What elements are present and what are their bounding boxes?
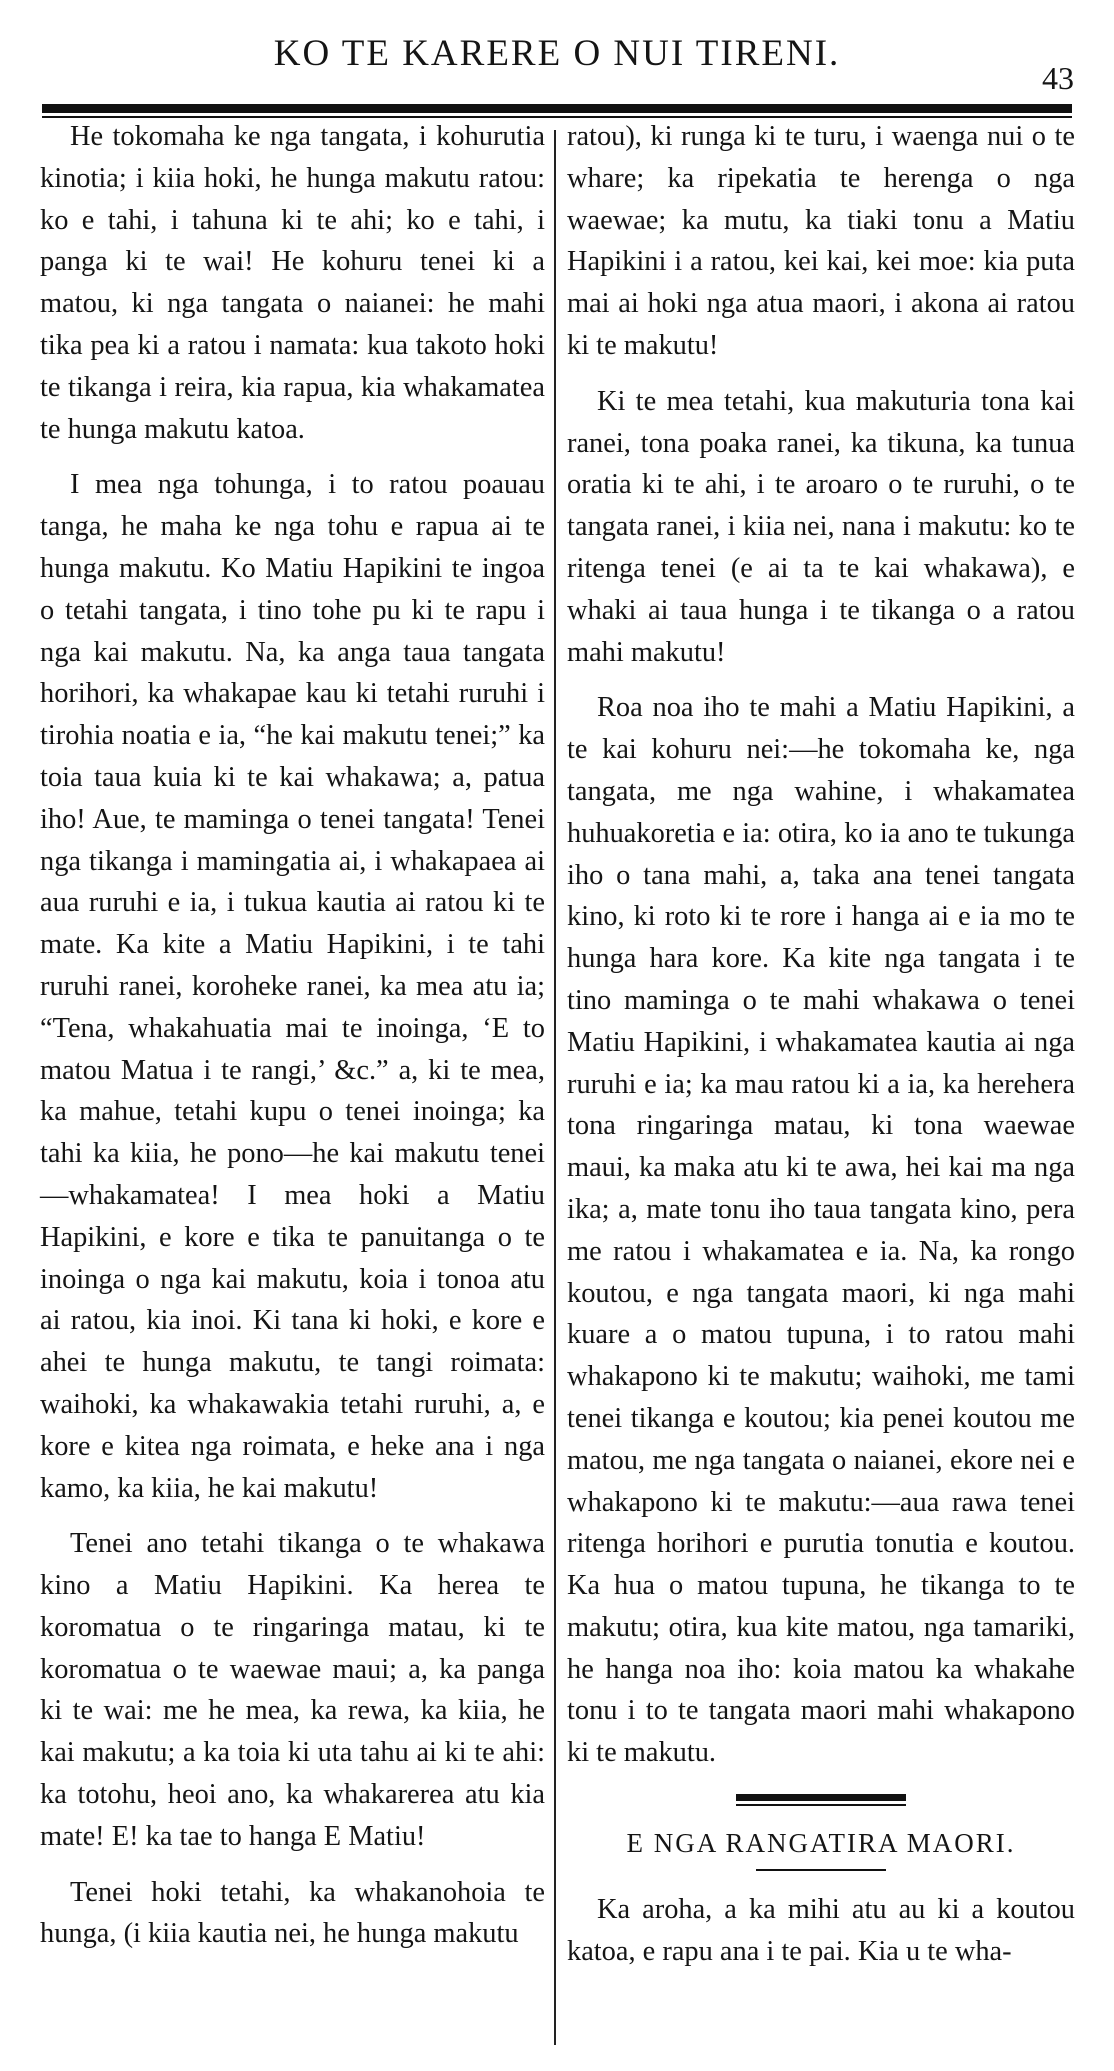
left-paragraph-3: Tenei ano tetahi tikanga o te whakawa kino a Matiu Hapikini. Ka herea te koromatua o te ringaringa matau, ki te koromatua o te waewae maui; a, ka panga ki te wai: me he mea, ka rewa, ka kiia, he kai makutu; a ka toia ki uta tahu ai ki te ahi: ka totohu, heoi ano, ka whakarerea atu kia mate! E! ka tae to hanga E Matiu! [40,1528,545,1852]
left-paragraph-4: Tenei hoki tetahi, ka whakanohoia te hunga, (i kiia kautia nei, he hunga makutu [40,1876,545,1950]
heading-underline-rule [756,1869,886,1871]
section-divider-rule [736,1794,906,1801]
left-paragraph-2: I mea nga tohunga, i to ratou poauau tanga, he maha ke nga tohu e rapua ai te hunga makutu. Ko Matiu Hapikini te ingoa o tetahi tangata, i tino tohe pu ki te rapu i nga kai makutu. Na, ka anga taua tangata horihori, ka whakapae kau ki tetahi ruruhi i tirohia noatia e ia, “he kai makutu tenei;” ka toia taua kuia ki te kai whakawa; a, patua iho! Aue, te maminga o tenei tangata! Tenei nga tikanga i mamingatia ai, i whakapaea ai aua ruruhi e ia, i tukua kautia ai ratou ki te mate. Ka kite a Matiu Hapikini, i te tahi ruruhi ranei, koroheke ranei, ka mea atu ia; “Tena, whakahuatia mai te inoinga, ‘E to matou Matua i te rangi,’ &c.” a, ki te mea, ka mahue, tetahi kupu o tenei inoinga; ka tahi ka kiia, he pono—he kai makutu tenei—whakamatea! I mea hoki a Matiu Hapikini, e kore e tika te panuitanga o te inoinga o nga kai makutu, koia i tonoa atu ai ratou, kia inoi. Ki tana ki hoki, e kore e ahei te hunga makutu, te tangi roimata: waihoki, ka whakawakia tetahi ruruhi, a, e kore e kitea nga roimata, e heke ana i nga kamo, ka kiia, he kai makutu! [40,469,545,1504]
column-divider [554,130,556,2045]
left-column [40,116,545,1969]
right-paragraph-3: Roa noa iho te mahi a Matiu Hapikini, a te kai kohuru nei:—he tokomaha ke, nga tangata, me nga wahine, i whakamatea huhuakoretia e ia: otira, ko ia ano te tukunga iho o tana mahi, a, taka ana tenei tangata kino, ki roto ki te rore i hanga ai e ia mo te hunga hara kore. Ka kite nga tangata i te tino maminga o te mahi whakawa o tenei Matiu Hapikini, i whakamatea kautia ai nga ruruhi e ia; ka mau ratou ki a ia, ka herehera tona ringaringa matau, ki tona waewae maui, ka maka atu ki te awa, hei kai ma nga ika; a, mate tonu iho taua tangata kino, pera me ratou i whakamatea e ia. Na, ka rongo koutou, e nga tangata maori, ki nga mahi kuare a o matou tupuna, i to ratou mahi whakapono ki te makutu; waihoki, me tami tenei tikanga e koutou; kia penei koutou me matou, me nga tangata o naianei, ekore nei e whakapono ki te makutu:—aua rawa tenei ritenga horihori e purutia tonutia e koutou. Ka hua o matou tupuna, he tikanga to te makutu; otira, kua kite matou, nga tamariki, he hanga noa iho: koia matou ka whakahe tonu i to te tangata maori mahi whakapono ki te makutu. [567,692,1075,1769]
page-number: 43 [1042,60,1074,96]
header-rule [42,104,1072,113]
page-header-title: KO TE KARERE O NUI TIRENI. [273,33,841,74]
section-heading: E NGA RANGATIRA MAORI. [626,1828,1016,1859]
right-paragraph-2: Ki te mea tetahi, kua makuturia tona kai ranei, tona poaka ranei, ka tikuna, ka tunua oratia ki te ahi, i te aroaro o te ruruhi, o te tangata ranei, i kiia nei, nana i makutu: ko te ritenga tenei (e ai ta te kai whakawa), e whaki ai taua hunga i te tikanga o a ratou mahi makutu! [567,385,1075,668]
left-paragraph-1: He tokomaha ke nga tangata, i kohurutia kinotia; i kiia hoki, he hunga makutu ratou: ko e tahi, i tahuna ki te ahi; ko e tahi, i panga ki te wai! He kohuru tenei ki a matou, ki nga tangata o naianei: he mahi tika pea ki a ratou i namata: kua takoto hoki te tikanga i reira, kia rapua, kia whakamatea te hunga makutu katoa. [40,121,545,445]
right-paragraph-1: ratou), ki runga ki te turu, i waenga nui o te whare; ka ripekatia te herenga o nga waewae; ka mutu, ka tiaki tonu a Matiu Hapikini i a ratou, kei kai, kei moe: kia puta mai ai hoki nga atua maori, i akona ai ratou ki te makutu! [567,121,1075,361]
right-closing-paragraph: Ka aroha, a ka mihi atu au ki a koutou katoa, e rapu ana i te pai. Kia u te wha- [567,1894,1075,1967]
right-column [567,116,1075,1987]
